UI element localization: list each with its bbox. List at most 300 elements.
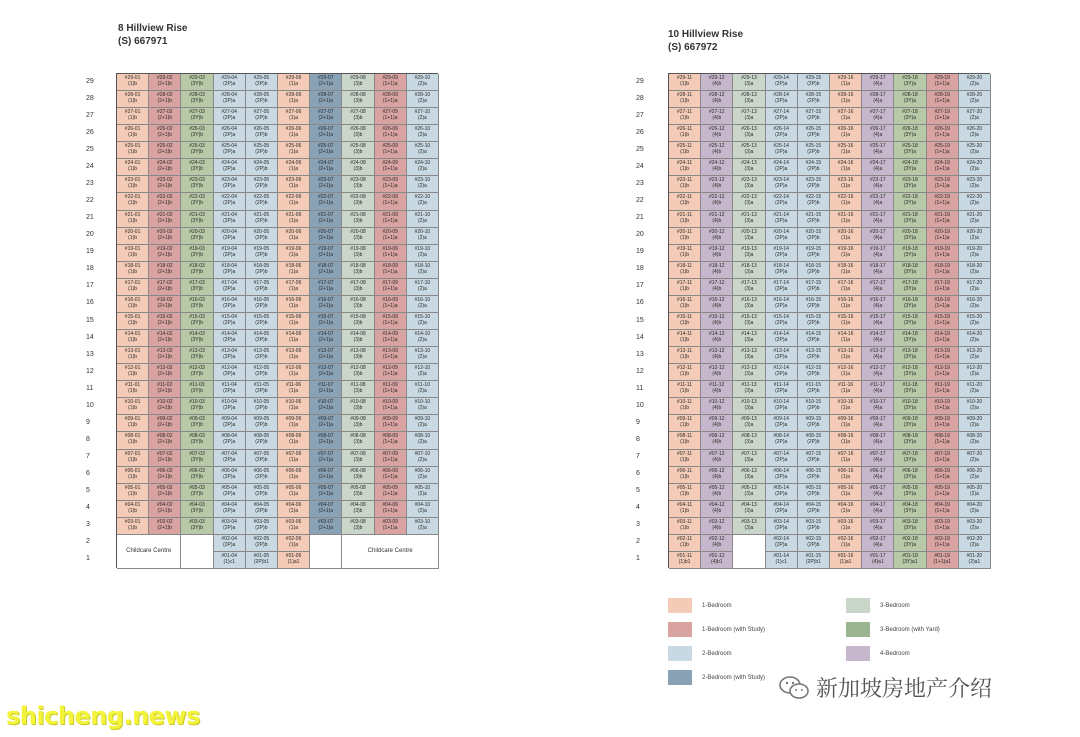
unit-number: #28-19	[934, 92, 950, 99]
unit-cell	[181, 193, 213, 210]
unit-number: #12-01	[124, 365, 141, 372]
unit-number: #13-01	[124, 348, 141, 355]
unit-cell	[766, 484, 798, 501]
unit-cell	[407, 262, 439, 279]
unit-type: (1+1)a	[934, 81, 950, 87]
unit-type: (2)a	[969, 183, 979, 190]
unit-number: #16-05	[253, 296, 270, 303]
unit-type: (3Y)b	[190, 405, 204, 412]
unit-number: #12-15	[805, 365, 822, 372]
unit-type: (2)a	[417, 183, 427, 190]
unit-type: (2P)a	[775, 166, 788, 173]
unit-number: #28-07	[317, 92, 334, 99]
floor-label: 1	[636, 555, 640, 563]
unit-cell	[927, 364, 959, 381]
unit-type: (2P)b	[255, 456, 268, 463]
unit-type: (4)b	[712, 251, 722, 258]
unit-number: #11-06	[285, 382, 302, 389]
unit-cell	[766, 398, 798, 415]
unit-cell	[278, 450, 310, 467]
unit-number: #15-20	[966, 313, 983, 320]
unit-cell	[149, 262, 181, 279]
left-building-name: 8 Hillview Rise	[118, 23, 188, 34]
unit-cell	[246, 211, 278, 228]
unit-number: #22-05	[253, 194, 270, 201]
unit-type: (2P)b	[255, 490, 268, 497]
unit-number: #25-18	[902, 143, 918, 150]
unit-cell	[830, 193, 862, 210]
wechat-account-name: 新加坡房地产介绍	[816, 677, 993, 702]
unit-cell	[342, 313, 374, 330]
unit-cell	[246, 279, 278, 296]
unit-cell	[214, 91, 246, 108]
unit-cell	[798, 262, 830, 279]
unit-type: (3)a	[744, 166, 754, 173]
unit-cell	[959, 501, 991, 518]
unit-type: (2+1)b	[157, 456, 173, 463]
unit-number: #26-13	[741, 126, 757, 133]
unit-cell	[766, 381, 798, 398]
unit-type: (2)a	[417, 388, 427, 395]
unit-number: #20-12	[708, 228, 725, 235]
unit-cell	[669, 552, 701, 569]
unit-number: #03-07	[317, 518, 334, 525]
unit-cell	[278, 211, 310, 228]
unit-cell	[149, 193, 181, 210]
unit-number: #10-07	[317, 399, 334, 406]
unit-cell	[407, 108, 439, 125]
unit-number: #17-09	[382, 279, 398, 286]
unit-number: #05-09	[382, 484, 398, 491]
unit-cell	[927, 176, 959, 193]
unit-cell	[862, 398, 894, 415]
unit-type: (2P)b	[807, 422, 820, 429]
unit-cell	[927, 313, 959, 330]
unit-type: (3)b	[353, 524, 363, 531]
unit-cell	[927, 415, 959, 432]
unit-cell	[214, 279, 246, 296]
unit-number: #05-14	[773, 484, 789, 491]
unit-type: (2)a	[417, 81, 427, 87]
unit-type: (2+1)a	[318, 132, 334, 139]
legend-label: 4-Bedroom	[880, 650, 910, 657]
unit-type: (3)b	[353, 285, 363, 292]
unit-number: #04-02	[156, 501, 173, 508]
unit-type: (4)b	[712, 285, 722, 292]
unit-type: (1)b	[680, 541, 690, 548]
unit-cell	[959, 108, 991, 125]
unit-number: #09-20	[966, 416, 983, 423]
unit-cell	[149, 398, 181, 415]
unit-number: #06-11	[676, 467, 693, 474]
unit-number: #12-04	[221, 365, 237, 372]
unit-type: (1)a	[841, 149, 851, 156]
unit-cell	[959, 211, 991, 228]
unit-number: #14-14	[773, 331, 789, 338]
unit-type: (2)a	[417, 354, 427, 361]
unit-type: (1)b	[680, 217, 690, 224]
unit-number: #16-09	[382, 296, 398, 303]
unit-type: (2P)a	[775, 337, 788, 344]
unit-cell	[407, 467, 439, 484]
unit-number: #24-05	[253, 160, 270, 167]
unit-type: (2P)b	[255, 337, 268, 344]
unit-type: (3)b	[353, 354, 363, 361]
unit-type: (1)b	[128, 285, 138, 292]
unit-cell	[669, 74, 701, 91]
unit-cell	[375, 484, 407, 501]
unit-type: (2+1)a	[318, 268, 334, 275]
unit-type: (3Y)a	[903, 507, 917, 514]
unit-cell	[701, 415, 733, 432]
unit-number: #09-14	[773, 416, 789, 423]
unit-number: #27-20	[966, 109, 983, 116]
unit-type: (1)b	[680, 149, 690, 156]
unit-number: #20-02	[156, 228, 173, 235]
unit-cell	[117, 518, 149, 535]
unit-number: #24-10	[414, 160, 431, 167]
unit-type: (1)a	[841, 319, 851, 326]
unit-number: #10-18	[902, 399, 918, 406]
unit-number: #07-11	[676, 450, 693, 457]
unit-number: #03-06	[285, 518, 302, 525]
unit-number: #04-18	[902, 501, 918, 508]
unit-type: (2P)a	[775, 183, 788, 190]
unit-number: #05-12	[708, 484, 725, 491]
unit-number: #14-03	[189, 331, 205, 338]
void-space	[310, 535, 342, 569]
unit-type: (1+1)a	[934, 473, 950, 480]
unit-number: #16-08	[350, 296, 366, 303]
unit-type: (1)a	[841, 371, 851, 378]
unit-type: (1)a	[289, 405, 299, 412]
unit-number: #13-02	[156, 348, 173, 355]
unit-type: (1)b	[680, 251, 690, 258]
unit-number: #28-20	[966, 92, 983, 99]
unit-number: #15-19	[934, 313, 950, 320]
unit-type: (3Y)b	[190, 456, 204, 463]
unit-number: #05-19	[934, 484, 950, 491]
unit-number: #29-10	[414, 75, 431, 81]
unit-cell	[959, 415, 991, 432]
unit-type: (2P)a	[223, 149, 236, 156]
unit-type: (2P)b	[807, 337, 820, 344]
unit-cell	[669, 211, 701, 228]
unit-number: #21-20	[966, 211, 983, 218]
unit-number: #25-01	[124, 143, 141, 150]
unit-type: (2+1)a	[318, 166, 334, 173]
legend-swatch	[668, 598, 692, 613]
unit-type: (1+1)a	[934, 439, 950, 446]
unit-cell	[181, 159, 213, 176]
unit-cell	[278, 347, 310, 364]
unit-type: (2)a	[969, 132, 979, 139]
legend-item	[668, 670, 765, 685]
unit-number: #07-19	[934, 450, 950, 457]
unit-number: #03-09	[382, 518, 398, 525]
unit-cell	[862, 296, 894, 313]
unit-cell	[733, 450, 765, 467]
legend-label: 1-Bedroom (with Study)	[702, 626, 766, 633]
unit-cell	[798, 467, 830, 484]
unit-cell	[701, 142, 733, 159]
unit-number: #19-14	[773, 245, 789, 252]
unit-cell	[407, 518, 439, 535]
unit-type: (4)a	[873, 473, 883, 480]
unit-cell	[733, 364, 765, 381]
unit-type: (2P)a	[223, 456, 236, 463]
unit-number: #12-05	[253, 365, 270, 372]
unit-number: #07-05	[253, 450, 270, 457]
unit-cell	[375, 398, 407, 415]
unit-number: #10-06	[285, 399, 302, 406]
unit-cell	[766, 142, 798, 159]
unit-number: #27-01	[124, 109, 141, 116]
unit-cell	[701, 432, 733, 449]
unit-cell	[278, 518, 310, 535]
unit-type: (1+1)a	[382, 405, 398, 412]
unit-number: #03-11	[676, 518, 693, 525]
unit-type: (2P)a	[775, 456, 788, 463]
unit-type: (1)a	[841, 251, 851, 258]
floor-label: 20	[86, 231, 94, 239]
unit-cell	[407, 142, 439, 159]
unit-number: #03-02	[156, 518, 173, 525]
unit-cell	[701, 108, 733, 125]
unit-cell	[733, 262, 765, 279]
unit-number: #17-06	[285, 279, 302, 286]
unit-number: #04-01	[124, 501, 141, 508]
unit-number: #24-09	[382, 160, 398, 167]
unit-type: (2)a	[969, 319, 979, 326]
unit-number: #15-18	[902, 313, 918, 320]
unit-cell	[669, 364, 701, 381]
unit-type: (2P)a	[223, 541, 236, 548]
unit-number: #14-17	[869, 331, 886, 338]
floor-label: 9	[86, 418, 90, 426]
unit-type: (3Y)b	[190, 524, 204, 531]
unit-cell	[766, 432, 798, 449]
floor-label: 12	[86, 367, 94, 375]
unit-cell	[959, 176, 991, 193]
unit-number: #03-08	[350, 518, 366, 525]
unit-number: #22-13	[741, 194, 757, 201]
unit-type: (3Y)b	[190, 234, 204, 241]
unit-cell	[149, 74, 181, 91]
unit-cell	[733, 501, 765, 518]
unit-number: #20-15	[805, 228, 822, 235]
unit-type: (1+1)a	[382, 98, 398, 105]
unit-number: #24-20	[966, 160, 983, 167]
unit-number: #13-04	[221, 348, 237, 355]
unit-type: (4)b	[712, 302, 722, 309]
unit-cell	[342, 330, 374, 347]
unit-number: #10-13	[741, 399, 757, 406]
unit-cell	[927, 432, 959, 449]
unit-type: (1)a	[841, 268, 851, 275]
unit-cell	[214, 552, 246, 569]
unit-number: #19-19	[934, 245, 950, 252]
unit-cell	[214, 381, 246, 398]
unit-number: #21-12	[708, 211, 725, 218]
unit-type: (3Y)a	[903, 422, 917, 429]
unit-number: #18-03	[189, 262, 205, 269]
floor-label: 9	[636, 418, 640, 426]
floor-label: 18	[636, 265, 644, 273]
unit-number: #24-18	[902, 160, 918, 167]
unit-cell	[407, 398, 439, 415]
unit-number: #19-15	[805, 245, 822, 252]
unit-number: #20-11	[676, 228, 693, 235]
unit-number: #12-11	[676, 365, 693, 372]
unit-type: (3Y)a	[903, 285, 917, 292]
unit-type: (1)b	[680, 422, 690, 429]
unit-type: (2P)b	[255, 183, 268, 190]
unit-cell	[375, 74, 407, 91]
unit-type: (2P)a	[223, 302, 236, 309]
unit-type: (2)a	[417, 524, 427, 531]
unit-type: (1)a	[289, 490, 299, 497]
unit-cell	[149, 91, 181, 108]
unit-cell	[246, 450, 278, 467]
unit-cell	[214, 364, 246, 381]
unit-type: (3)b	[353, 490, 363, 497]
unit-cell	[798, 450, 830, 467]
unit-type: (2)a	[969, 354, 979, 361]
unit-number: #09-02	[156, 416, 173, 423]
unit-type: (1)a1	[287, 558, 300, 565]
unit-cell	[310, 450, 342, 467]
unit-type: (4)a	[873, 354, 883, 361]
unit-cell	[798, 211, 830, 228]
unit-number: #13-15	[805, 348, 822, 355]
unit-cell	[894, 245, 926, 262]
unit-type: (1+1)a	[934, 268, 950, 275]
unit-number: #08-16	[837, 433, 854, 440]
unit-cell	[766, 91, 798, 108]
unit-type: (1+1)a	[382, 490, 398, 497]
unit-cell	[342, 159, 374, 176]
unit-number: #11-12	[709, 382, 725, 389]
unit-type: (2)a	[969, 217, 979, 224]
unit-type: (2P)a	[775, 234, 788, 241]
unit-number: #22-03	[189, 194, 205, 201]
floor-label: 14	[86, 333, 94, 341]
unit-number: #22-04	[221, 194, 237, 201]
unit-cell	[862, 552, 894, 569]
childcare-centre-right: Childcare Centre	[342, 535, 439, 569]
floor-label: 3	[86, 521, 90, 529]
unit-cell	[733, 347, 765, 364]
unit-number: #17-02	[156, 279, 173, 286]
unit-number: #22-15	[805, 194, 822, 201]
unit-type: (4)b	[712, 319, 722, 326]
unit-number: #06-20	[966, 467, 983, 474]
unit-number: #14-18	[902, 331, 918, 338]
unit-cell	[733, 330, 765, 347]
unit-cell	[181, 313, 213, 330]
unit-number: #09-01	[124, 416, 141, 423]
unit-number: #23-18	[902, 177, 918, 184]
unit-number: #03-04	[221, 518, 237, 525]
unit-cell	[117, 159, 149, 176]
unit-cell	[246, 381, 278, 398]
unit-number: #06-18	[902, 467, 918, 474]
unit-type: (2+1)b	[157, 422, 173, 429]
unit-type: (1)a	[841, 337, 851, 344]
unit-cell	[830, 313, 862, 330]
unit-cell	[181, 450, 213, 467]
unit-cell	[701, 125, 733, 142]
unit-number: #24-14	[773, 160, 789, 167]
unit-number: #20-08	[350, 228, 366, 235]
unit-number: #24-07	[317, 160, 334, 167]
unit-cell	[927, 450, 959, 467]
unit-cell	[830, 381, 862, 398]
unit-type: (1)b	[680, 473, 690, 480]
unit-type: (2P)b	[807, 234, 820, 241]
unit-type: (2P)b	[807, 217, 820, 224]
unit-type: (4)a	[873, 422, 883, 429]
unit-type: (1+1)a	[382, 132, 398, 139]
unit-type: (4)b1	[710, 558, 723, 565]
unit-number: #06-19	[934, 467, 950, 474]
unit-number: #07-20	[966, 450, 983, 457]
unit-cell	[117, 176, 149, 193]
unit-cell	[733, 211, 765, 228]
unit-cell	[766, 108, 798, 125]
unit-cell	[246, 552, 278, 569]
unit-cell	[959, 91, 991, 108]
unit-number: #26-18	[902, 126, 918, 133]
unit-number: #05-15	[805, 484, 822, 491]
unit-type: (2+1)a	[318, 319, 334, 326]
unit-type: (2+1)b	[157, 388, 173, 395]
right-unit-grid	[668, 73, 990, 568]
unit-cell	[181, 296, 213, 313]
unit-cell	[927, 74, 959, 91]
unit-number: #23-08	[350, 177, 366, 184]
unit-number: #27-15	[805, 109, 822, 116]
unit-cell	[927, 484, 959, 501]
unit-cell	[701, 518, 733, 535]
unit-cell	[830, 262, 862, 279]
unit-number: #27-05	[253, 109, 270, 116]
floor-label: 2	[86, 538, 90, 546]
unit-number: #16-11	[676, 296, 693, 303]
unit-number: #27-16	[837, 109, 854, 116]
unit-number: #12-20	[966, 365, 983, 372]
unit-cell	[407, 159, 439, 176]
unit-type: (1+1)a	[382, 439, 398, 446]
unit-number: #15-09	[382, 313, 398, 320]
unit-number: #25-11	[676, 143, 693, 150]
unit-cell	[342, 450, 374, 467]
unit-type: (3)b	[353, 405, 363, 412]
unit-number: #16-01	[124, 296, 141, 303]
unit-number: #08-14	[773, 433, 789, 440]
unit-number: #26-01	[124, 126, 141, 133]
unit-cell	[862, 279, 894, 296]
unit-number: #17-07	[317, 279, 334, 286]
unit-cell	[246, 467, 278, 484]
unit-cell	[894, 381, 926, 398]
unit-cell	[669, 518, 701, 535]
unit-type: (2)a	[969, 200, 979, 207]
unit-number: #11-02	[157, 382, 173, 389]
unit-type: (1+1)a	[382, 285, 398, 292]
unit-cell	[246, 125, 278, 142]
